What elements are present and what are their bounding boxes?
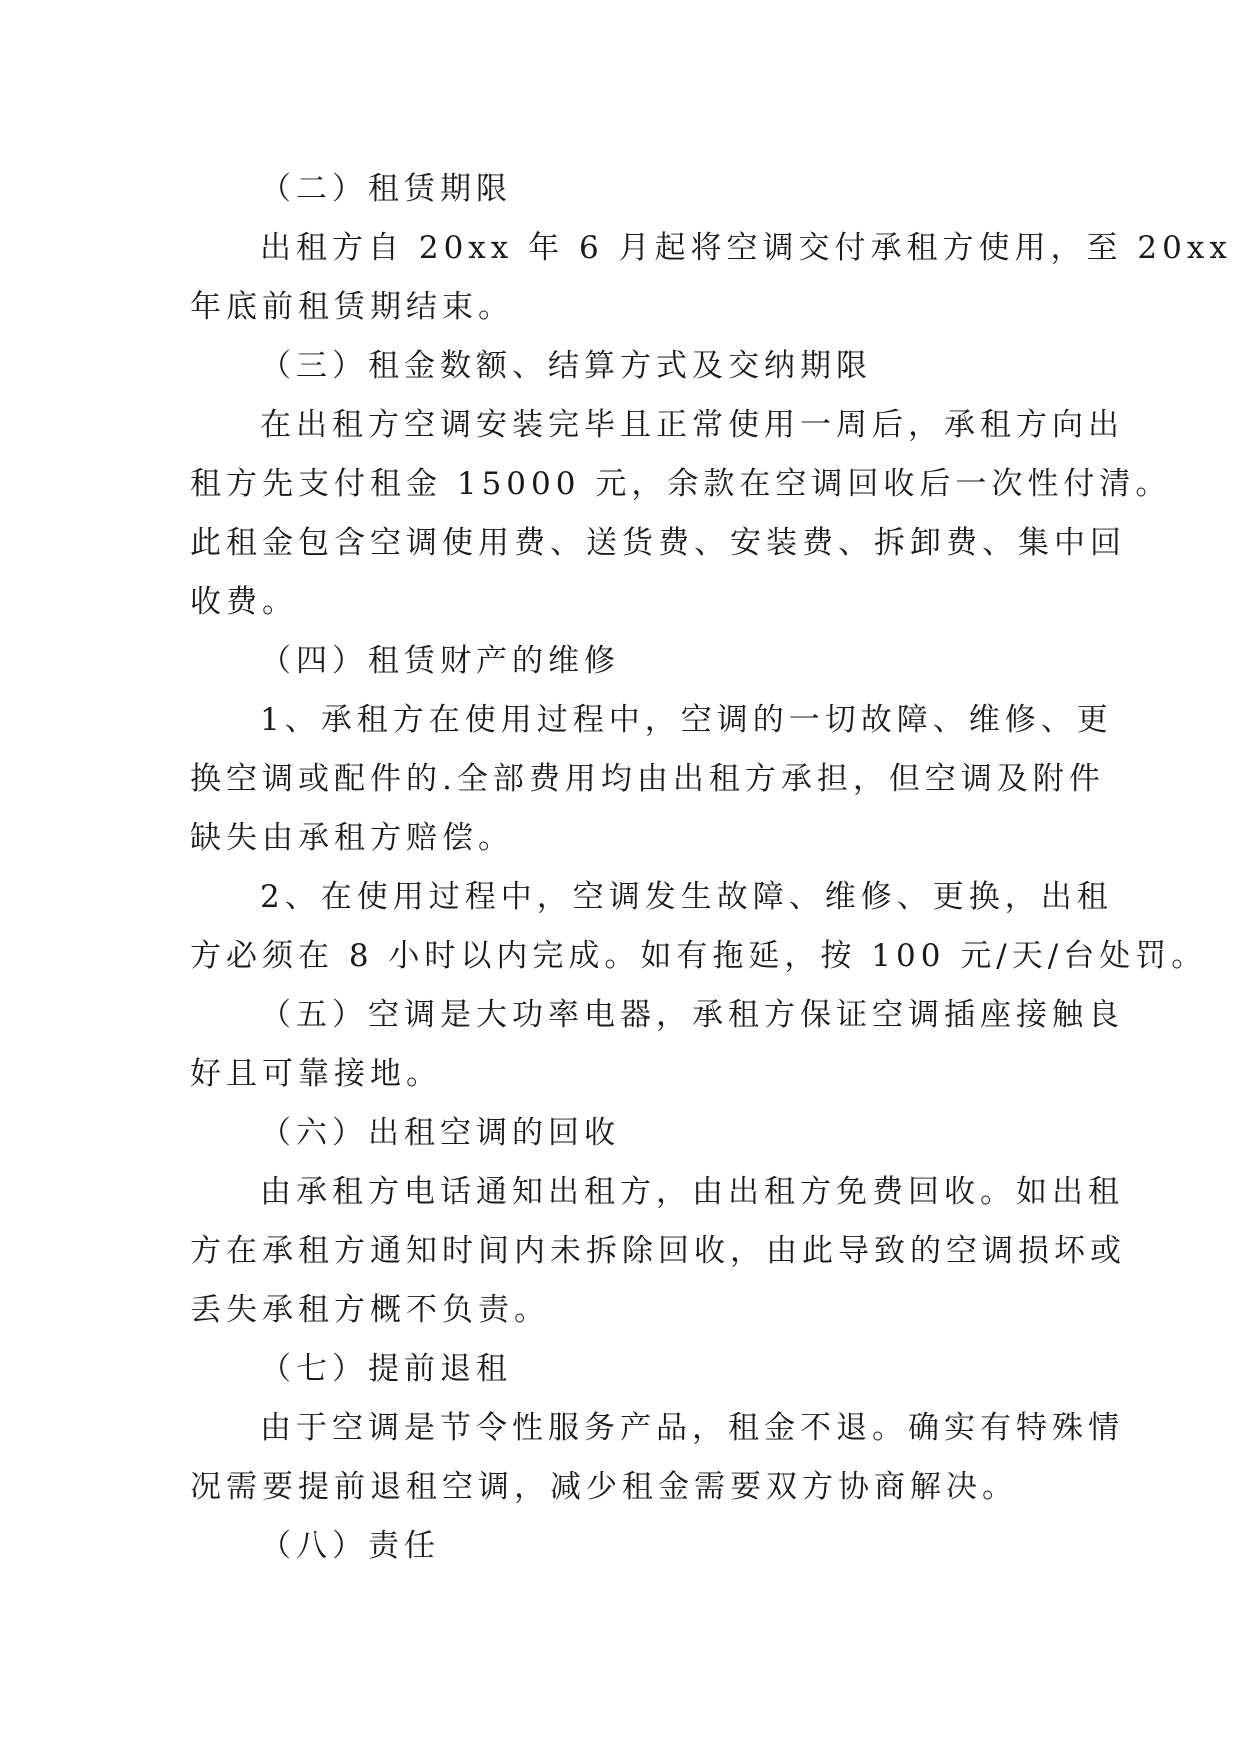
section-heading-early-termination: （七）提前退租 [260, 1351, 512, 1387]
paragraph-line: 租方先支付租金 15000 元，余款在空调回收后一次性付清。 [190, 466, 1172, 502]
section-heading-maintenance: （四）租赁财产的维修 [260, 643, 620, 679]
paragraph-line: 缺失由承租方赔偿。 [190, 820, 514, 856]
paragraph-line: 由承租方电话通知出租方，由出租方免费回收。如出租 [260, 1174, 1124, 1210]
paragraph-line: 2、在使用过程中，空调发生故障、维修、更换，出租 [260, 879, 1113, 915]
paragraph-line: 在出租方空调安装完毕且正常使用一周后，承租方向出 [260, 407, 1124, 443]
paragraph-line: 方必须在 8 小时以内完成。如有拖延，按 100 元/天/台处罚。 [190, 938, 1208, 974]
paragraph-line: 1、承租方在使用过程中，空调的一切故障、维修、更 [260, 702, 1113, 738]
paragraph-line: 收费。 [190, 584, 298, 620]
paragraph-line: 出租方自 20xx 年 6 月起将空调交付承租方使用，至 20xx [260, 230, 1232, 266]
paragraph-line: 由于空调是节令性服务产品，租金不退。确实有特殊情 [260, 1410, 1124, 1446]
paragraph-line: 换空调或配件的.全部费用均由出租方承担，但空调及附件 [190, 761, 1105, 797]
paragraph-line: 丢失承租方概不负责。 [190, 1292, 550, 1328]
paragraph-line: 好且可靠接地。 [190, 1056, 442, 1092]
section-heading-power: （五）空调是大功率电器，承租方保证空调插座接触良 [260, 997, 1124, 1033]
section-heading-recovery: （六）出租空调的回收 [260, 1115, 620, 1151]
paragraph-line: 方在承租方通知时间内未拆除回收，由此导致的空调损坏或 [190, 1233, 1126, 1269]
section-heading-rent: （三）租金数额、结算方式及交纳期限 [260, 348, 872, 384]
paragraph-line: 年底前租赁期结束。 [190, 289, 514, 325]
section-heading-lease-term: （二）租赁期限 [260, 171, 512, 207]
paragraph-line: 况需要提前退租空调，减少租金需要双方协商解决。 [190, 1469, 1018, 1505]
paragraph-line: 此租金包含空调使用费、送货费、安装费、拆卸费、集中回 [190, 525, 1126, 561]
section-heading-liability: （八）责任 [260, 1528, 440, 1564]
document-page [190, 160, 1232, 1576]
